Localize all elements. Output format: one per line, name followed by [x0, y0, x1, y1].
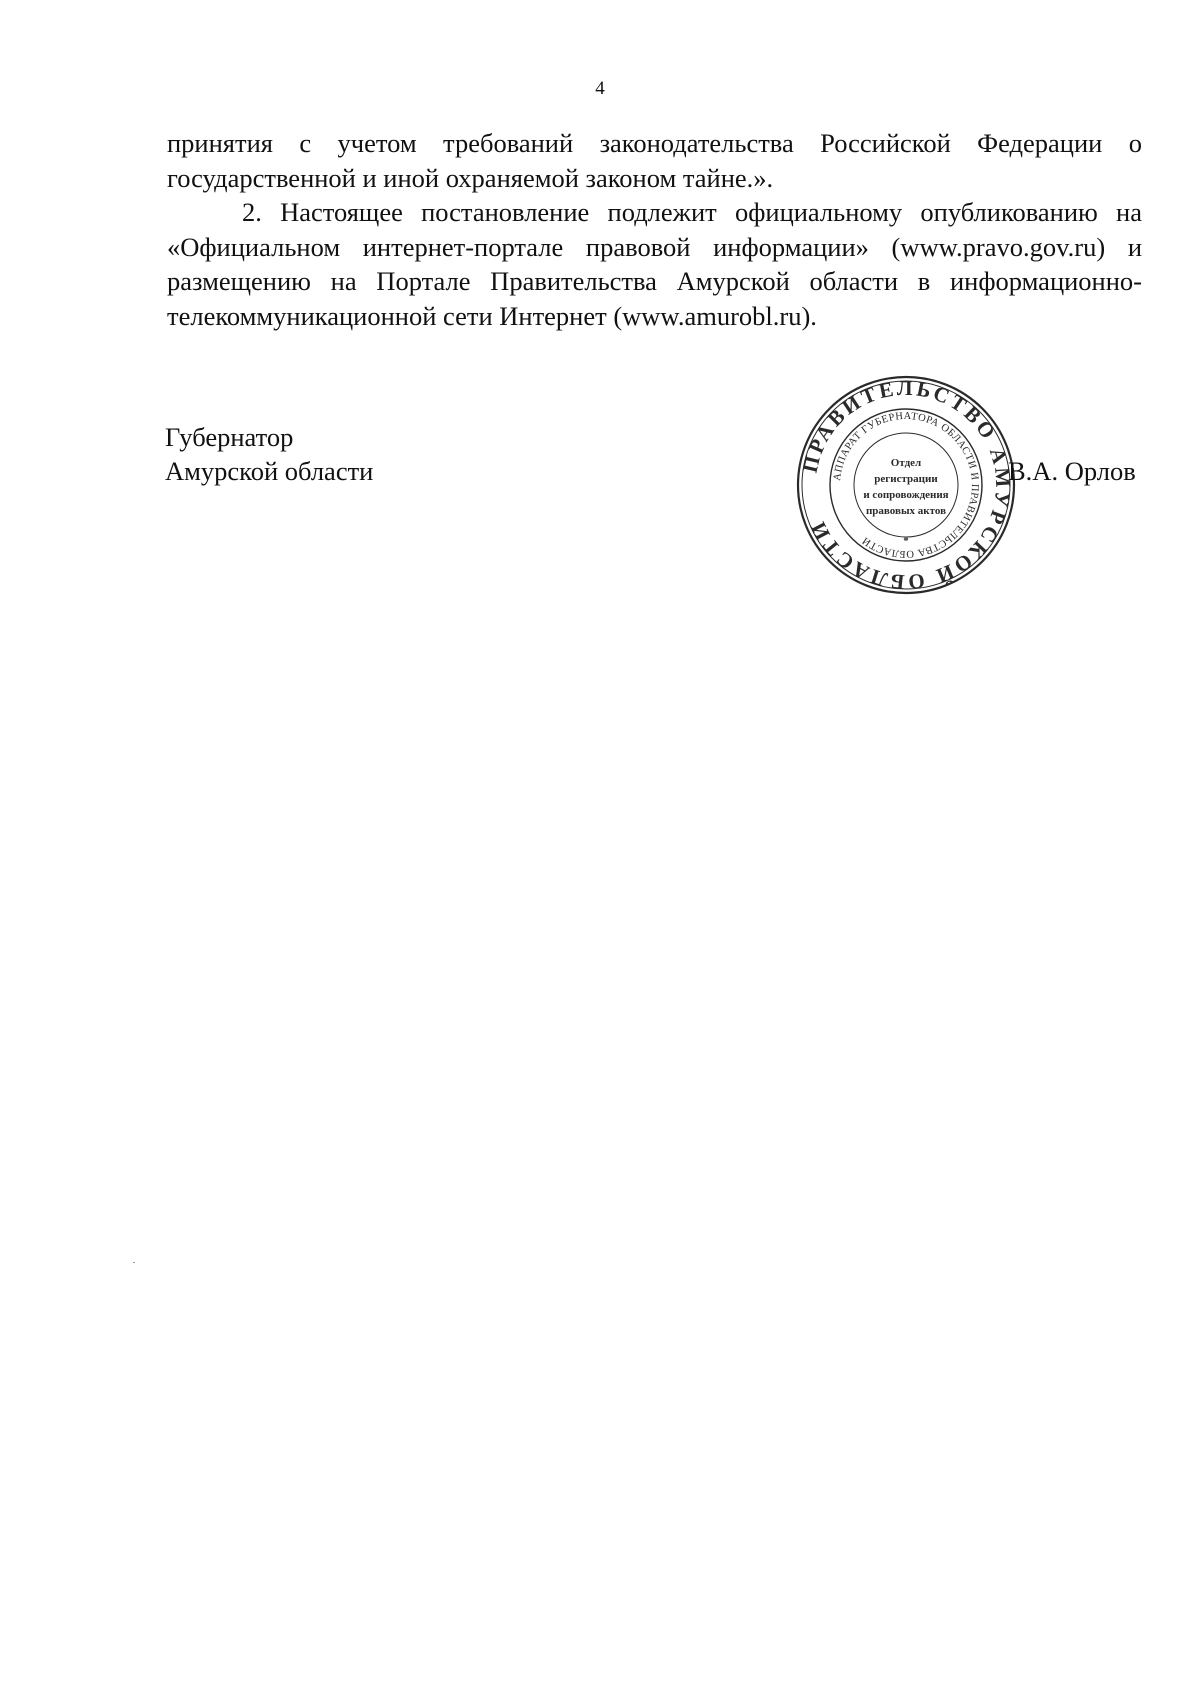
- seal-center-line-2: регистрации: [874, 473, 938, 485]
- scan-speck: [133, 1262, 135, 1263]
- signatory-position: [165, 420, 373, 488]
- document-body: [167, 126, 1142, 333]
- page-number: 4: [595, 78, 605, 99]
- seal-inner-circle: [854, 433, 958, 537]
- signatory-name: В.А. Орлов: [1008, 456, 1136, 486]
- seal-center-line-3: и сопровождения: [863, 489, 949, 501]
- seal-outer-ring-text: ПРАВИТЕЛЬСТВО АМУРСКОЙ ОБЛАСТИ: [797, 375, 1016, 595]
- paragraph-item-2: 2. Настоящее постановление подлежит официальному опубликованию на «Официальном интернет-портале правовой информации» (www.pravo.gov.ru) и размещению на Портале Правительства Амурской области в информационно-телекоммуникационной сети Интернет (www.amurobl.ru).: [167, 197, 1142, 331]
- seal-center-line-4: правовых актов: [865, 505, 947, 517]
- signatory-position-line-1: Губернатор: [165, 422, 294, 452]
- seal-star-icon: *: [903, 535, 909, 547]
- paragraph-continuation: принятия с учетом требований законодательства Российской Федерации о государственной и иной охраняемой законом тайне.».: [167, 128, 1142, 193]
- seal-center-line-1: Отдел: [890, 457, 922, 469]
- official-seal: [795, 374, 1017, 596]
- seal-inner-ring-text: АППАРАТ ГУБЕРНАТОРА ОБЛАСТИ И ПРАВИТЕЛЬСТВА ОБЛАСТИ: [832, 410, 981, 560]
- signatory-position-line-2: Амурской области: [165, 456, 374, 486]
